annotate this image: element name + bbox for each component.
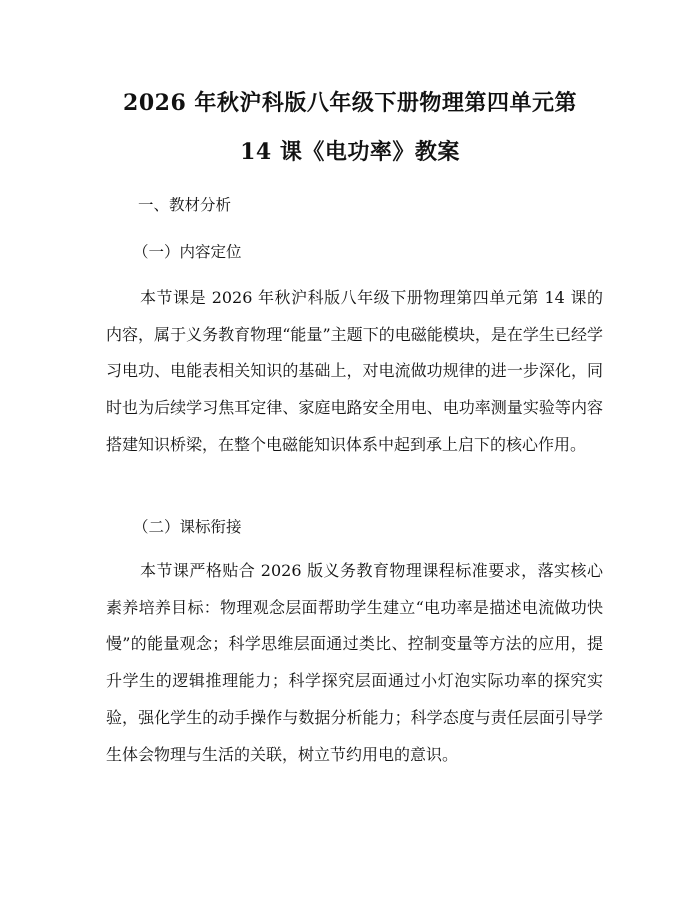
document-title-line-1: 2026 年秋沪科版八年级下册物理第四单元第 — [123, 90, 577, 116]
subsection-heading-curriculum-link: （二）课标衔接 — [133, 518, 242, 536]
paragraph-content-positioning: 本节课是 2026 年秋沪科版八年级下册物理第四单元第 14 课的内容，属于义务教育物理“能量”主题下的电磁能模块，是在学生已经学习电功、电能表相关知识的基础上，对电流做功规律的进一步深化，同时也为后续学习焦耳定律、家庭电路安全用电、电功率测量实验等内容搭建知识桥梁，在整个电磁能知识体系中起到承上启下的核心作用。 — [106, 288, 603, 454]
subsection-heading-content-positioning: （一）内容定位 — [133, 243, 242, 261]
paragraph-curriculum-link: 本节课严格贴合 2026 版义务教育物理课程标准要求，落实核心素养培养目标：物理观念层面帮助学生建立“电功率是描述电流做功快慢”的能量观念；科学思维层面通过类比、控制变量等方法的应用，提升学生的逻辑推理能力；科学探究层面通过小灯泡实际功率的探究实验，强化学生的动手操作与数据分析能力；科学态度与责任层面引导学生体会物理与生活的关联，树立节约用电的意识。 — [106, 561, 603, 764]
section-heading-textbook-analysis: 一、教材分析 — [138, 196, 232, 214]
document-title-line-2: 14 课《电功率》教案 — [240, 139, 460, 165]
